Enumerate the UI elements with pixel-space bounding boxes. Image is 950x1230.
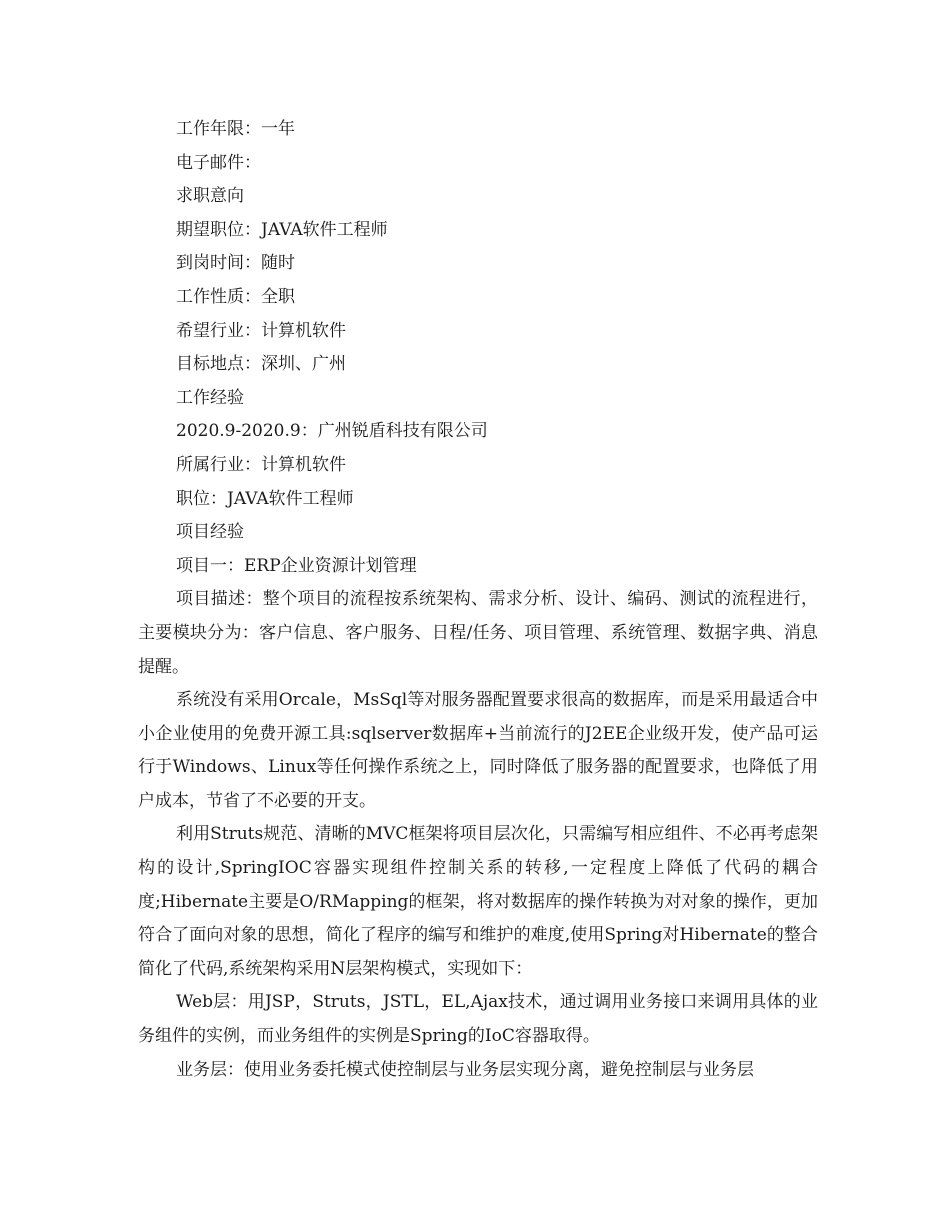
section-project-experience: 项目经验 bbox=[176, 522, 244, 543]
desired-position: 期望职位：JAVA软件工程师 bbox=[176, 219, 388, 240]
target-location: 目标地点：深圳、广州 bbox=[176, 354, 346, 375]
paragraph-architecture: 利用Struts规范、清晰的MVC框架将项目层次化，只需编写相应组件、不必再考虑架构的设计,SpringIOC容器实现组件控制关系的转移,一定程度上降低了代码的耦合度;Hibernate主要是O/RMapping的框架，将对数据库的操作转换为对对象的操作，更加符合了面向对象的思想，简化了程序的编写和维护的难度,使用Spring对Hibernate的整合简化了代码,系统架构采用N层架构模式，实现如下： bbox=[138, 824, 818, 979]
project-description: 项目描述：整个项目的流程按系统架构、需求分析、设计、编码、测试的流程进行，主要模块分为：客户信息、客户服务、日程/任务、项目管理、系统管理、数据字典、消息提醒。 bbox=[138, 589, 818, 677]
section-job-intention: 求职意向 bbox=[176, 186, 244, 207]
industry: 所属行业：计算机软件 bbox=[176, 454, 346, 475]
work-years: 工作年限：一年 bbox=[176, 119, 295, 139]
section-work-experience: 工作经验 bbox=[176, 387, 244, 408]
paragraph-web-layer: Web层：用JSP，Struts，JSTL，EL,Ajax技术，通过调用业务接口来调用具体的业务组件的实例，而业务组件的实例是Spring的IoC容器取得。 bbox=[138, 992, 818, 1047]
resume-body bbox=[138, 113, 818, 1087]
employment-period: 2020.9-2020.9：广州锐盾科技有限公司 bbox=[176, 421, 488, 442]
project-title: 项目一：ERP企业资源计划管理 bbox=[176, 555, 417, 576]
start-time: 到岗时间：随时 bbox=[176, 253, 295, 274]
job-type: 工作性质：全职 bbox=[176, 286, 295, 307]
paragraph-database: 系统没有采用Orcale，MsSql等对服务器配置要求很高的数据库，而是采用最适合中小企业使用的免费开源工具:sqlserver数据库+当前流行的J2EE企业级开发，使产品可运行于Windows、Linux等任何操作系统之上，同时降低了服务器的配置要求，也降低了用户成本，节省了不必要的开支。 bbox=[138, 690, 818, 811]
paragraph-business-layer: 业务层：使用业务委托模式使控制层与业务层实现分离，避免控制层与业务层 bbox=[176, 1059, 754, 1080]
position: 职位：JAVA软件工程师 bbox=[176, 488, 354, 509]
desired-industry: 希望行业：计算机软件 bbox=[176, 320, 346, 341]
email: 电子邮件： bbox=[176, 152, 261, 173]
